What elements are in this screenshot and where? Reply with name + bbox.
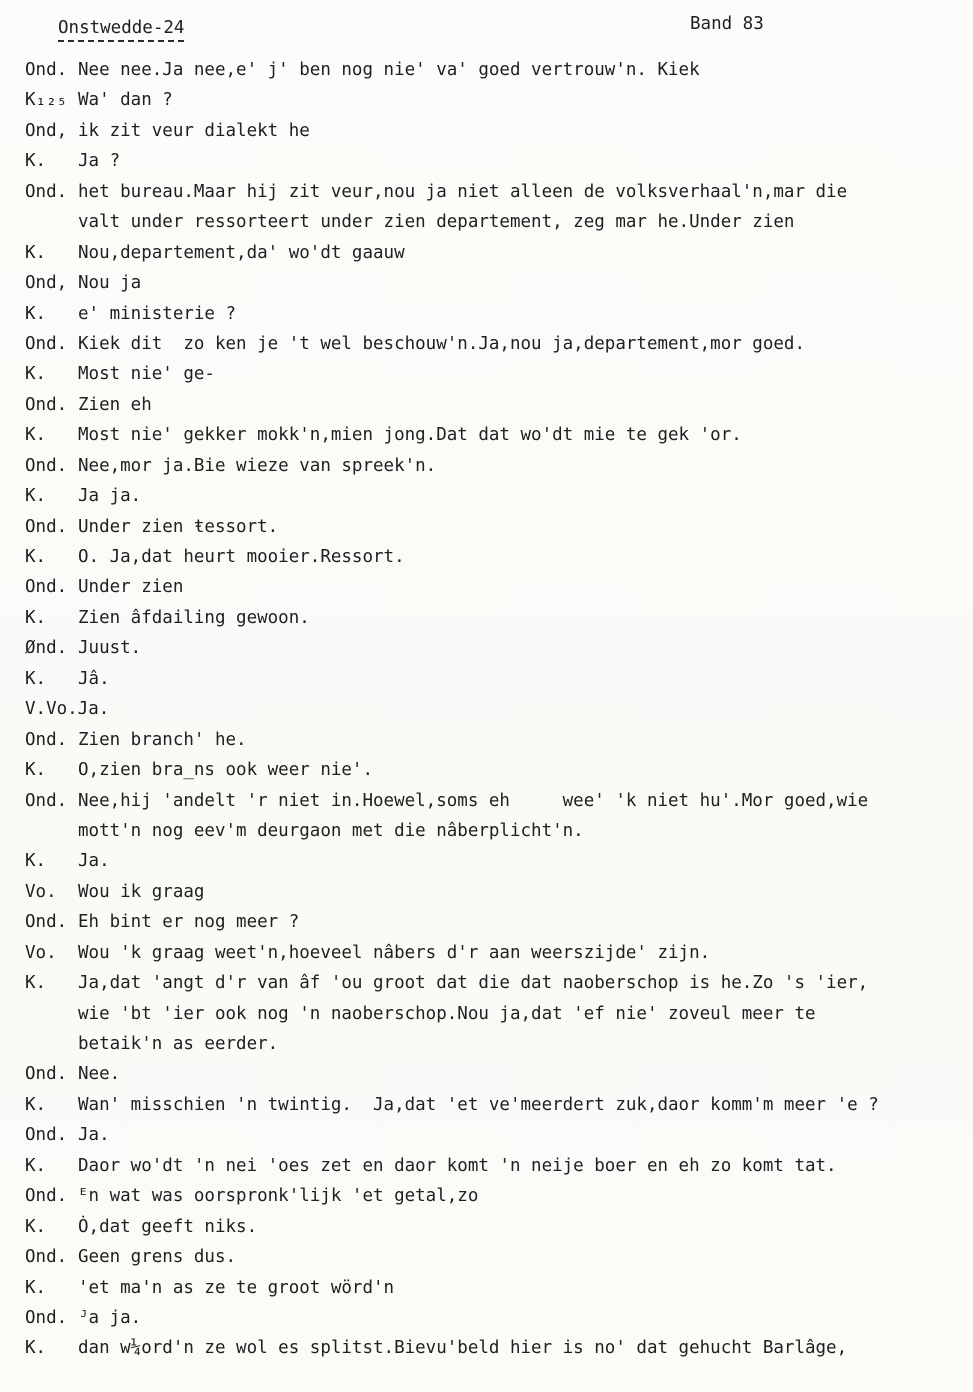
speaker-label: K. [25, 668, 47, 689]
line-text: Wou 'k graag weet'n,hoeveel nâbers d'r aan weerszijde' zijn. [78, 942, 711, 963]
transcript-line [0, 1151, 973, 1181]
speaker-label: Vo. [25, 881, 57, 902]
line-text: Daor wo'dt 'n nei 'oes zet en daor komt 'n neije boer en eh zo komt tat. [78, 1155, 837, 1176]
line-text: Geen grens dus. [78, 1247, 237, 1268]
speaker-label: K. [25, 425, 47, 446]
transcript-line [0, 359, 973, 389]
transcript-line [0, 1333, 973, 1363]
transcript-line [0, 451, 973, 481]
line-text: Nee,mor ja.Bie wieze van spreek'n. [78, 455, 437, 476]
transcript-line [0, 1120, 973, 1150]
line-text: betaik'n as eerder. [78, 1034, 279, 1054]
line-text: Ja. [78, 851, 110, 872]
speaker-label: Ond. [25, 181, 68, 202]
transcript-line [0, 786, 973, 816]
speaker-label: Ond. [25, 912, 68, 933]
speaker-label: K. [25, 547, 47, 567]
transcript-line [0, 177, 973, 207]
speaker-label: Ønd. [25, 638, 68, 659]
transcript-line [0, 664, 973, 694]
line-text: Under zien [78, 577, 184, 598]
speaker-label: Ond. [25, 60, 68, 80]
transcript-line [0, 420, 973, 450]
transcript-line [0, 1090, 973, 1120]
transcript-line [0, 846, 973, 876]
speaker-label: Ond, [25, 120, 68, 141]
speaker-label: K. [25, 1155, 47, 1176]
speaker-label: Ond. [25, 729, 68, 750]
speaker-label: K. [25, 973, 47, 994]
line-text: ik zit veur dialekt he [78, 120, 310, 141]
line-text: e' ministerie ? [78, 303, 237, 324]
line-text: het bureau.Maar hij zit veur,nou ja niet alleen de volksverhaal'n,mar die [78, 181, 848, 202]
transcript-line [0, 907, 973, 937]
transcript-line [0, 572, 973, 602]
line-text: O. Ja,dat heurt mooier.Ressort. [78, 547, 405, 567]
speaker-label: K. [25, 1277, 47, 1298]
transcript [0, 55, 973, 1364]
speaker-label: Ond, [25, 273, 68, 294]
speaker-label: K. [25, 1338, 47, 1359]
speaker-label: Ond. [25, 516, 68, 537]
speaker-label: K. [25, 607, 47, 628]
transcript-line [0, 512, 973, 542]
transcript-line [0, 481, 973, 511]
transcript-line [0, 694, 973, 724]
transcript-line [0, 816, 973, 846]
line-text: Jâ. [78, 668, 110, 689]
line-text: O,zien bra̲ns ook weer nie'. [78, 760, 374, 781]
line-text: Zien eh [78, 394, 152, 415]
transcript-line [0, 238, 973, 268]
transcript-line [0, 1181, 973, 1211]
line-text: mott'n nog eev'm deurgaon met die nâberplicht'n. [78, 820, 584, 841]
line-text: Ja ja. [78, 486, 142, 507]
speaker-label: V.Vo.Ja. [25, 699, 110, 720]
transcript-line [0, 207, 973, 237]
transcript-line [0, 603, 973, 633]
speaker-label: K. [25, 760, 47, 781]
line-text: Wa' dan ? [78, 90, 173, 111]
line-text: ᴶa ja. [78, 1307, 142, 1328]
transcript-line [0, 725, 973, 755]
line-text: dan w¼ord'n ze wol es splitst.Bievu'beld hier is no' dat gehucht Barlâge, [78, 1338, 848, 1359]
line-text: Zien branch' he. [78, 729, 247, 750]
speaker-label: Ond. [25, 1186, 68, 1207]
transcript-line [0, 85, 973, 115]
page-header [0, 0, 973, 55]
speaker-label: K. [25, 1094, 47, 1115]
transcript-line [0, 1242, 973, 1272]
speaker-label: Ond. [25, 1064, 68, 1085]
line-text: Juust. [78, 638, 142, 659]
transcript-line [0, 1059, 973, 1089]
transcript-line [0, 1029, 973, 1059]
speaker-label: K. [25, 151, 47, 172]
speaker-label: Ond. [25, 394, 68, 415]
speaker-label: Ond. [25, 333, 68, 354]
speaker-label: Ond. [25, 577, 68, 598]
speaker-label: K. [25, 1216, 47, 1237]
transcript-line [0, 146, 973, 176]
line-text: Ja ? [78, 151, 121, 172]
transcript-line [0, 268, 973, 298]
speaker-label: K. [25, 486, 47, 507]
line-text: valt under ressorteert under zien departement, zeg mar he.Under zien [78, 212, 795, 233]
line-text: Nee nee.Ja nee,e' j' ben nog nie' va' goed vertrouw'n. Kiek [78, 60, 700, 80]
transcript-line [0, 1303, 973, 1333]
transcript-line [0, 755, 973, 785]
speaker-label: Ond. [25, 455, 68, 476]
line-text: Eh bint er nog meer ? [78, 912, 300, 933]
speaker-label: Ond. [25, 1247, 68, 1268]
speaker-label: K. [25, 364, 47, 385]
transcript-line [0, 938, 973, 968]
line-text: Nee. [78, 1064, 121, 1085]
speaker-label: Ond. [25, 1307, 68, 1328]
transcript-line [0, 968, 973, 998]
speaker-label: K. [25, 303, 47, 324]
line-text: Most nie' ge- [78, 364, 215, 385]
line-text: Wan' misschien 'n twintig. Ja,dat 'et ve'meerdert zuk,daor komm'm meer 'e ? [78, 1094, 879, 1115]
transcript-line [0, 1273, 973, 1303]
line-text: Nee,hij 'andelt 'r niet in.Hoewel,soms eh wee' 'k niet hu'.Mor goed,wie [78, 790, 869, 811]
speaker-label: K. [25, 851, 47, 872]
transcript-line [0, 999, 973, 1029]
transcript-line [0, 299, 973, 329]
line-text: Nou ja [78, 273, 142, 294]
speaker-label: K. [25, 242, 47, 263]
band-label: Band 83 [690, 14, 764, 34]
transcript-line [0, 390, 973, 420]
speaker-label: K₁₂₅ [25, 90, 68, 111]
line-text: Ja,dat 'angt d'r van âf 'ou groot dat die dat naoberschop is he.Zo 's 'ier, [78, 973, 869, 994]
line-text: Zien âfdailing gewoon. [78, 607, 310, 628]
speaker-label: Ond. [25, 1125, 68, 1146]
transcript-line [0, 877, 973, 907]
speaker-label: Ond. [25, 790, 68, 811]
line-text: 'et ma'n as ze te groot wörd'n [78, 1277, 395, 1298]
transcript-line [0, 633, 973, 663]
line-text: ᴱn wat was oorspronk'lijk 'et getal,zo [78, 1186, 479, 1207]
document-title: Onstwedde-24 [58, 18, 184, 42]
transcript-line [0, 1212, 973, 1242]
transcript-line [0, 329, 973, 359]
transcript-line [0, 542, 973, 572]
line-text: Nou,departement,da' wo'dt gaauw [78, 242, 405, 263]
speaker-label: Vo. [25, 942, 57, 963]
line-text: Kiek dit zo ken je 't wel beschouw'n.Ja,nou ja,departement,mor goed. [78, 333, 805, 354]
line-text: Ȯ,dat geeft niks. [78, 1216, 258, 1237]
transcript-line [0, 55, 973, 85]
line-text: Most nie' gekker mokk'n,mien jong.Dat dat wo'dt mie te gek 'or. [78, 425, 742, 446]
line-text: Ja. [78, 1125, 110, 1146]
line-text: wie 'bt 'ier ook nog 'n naoberschop.Nou ja,dat 'ef nie' zoveul meer te [78, 1003, 816, 1024]
line-text: Under zien ŧessort. [78, 516, 279, 537]
line-text: Wou ik graag [78, 881, 205, 902]
transcript-line [0, 116, 973, 146]
